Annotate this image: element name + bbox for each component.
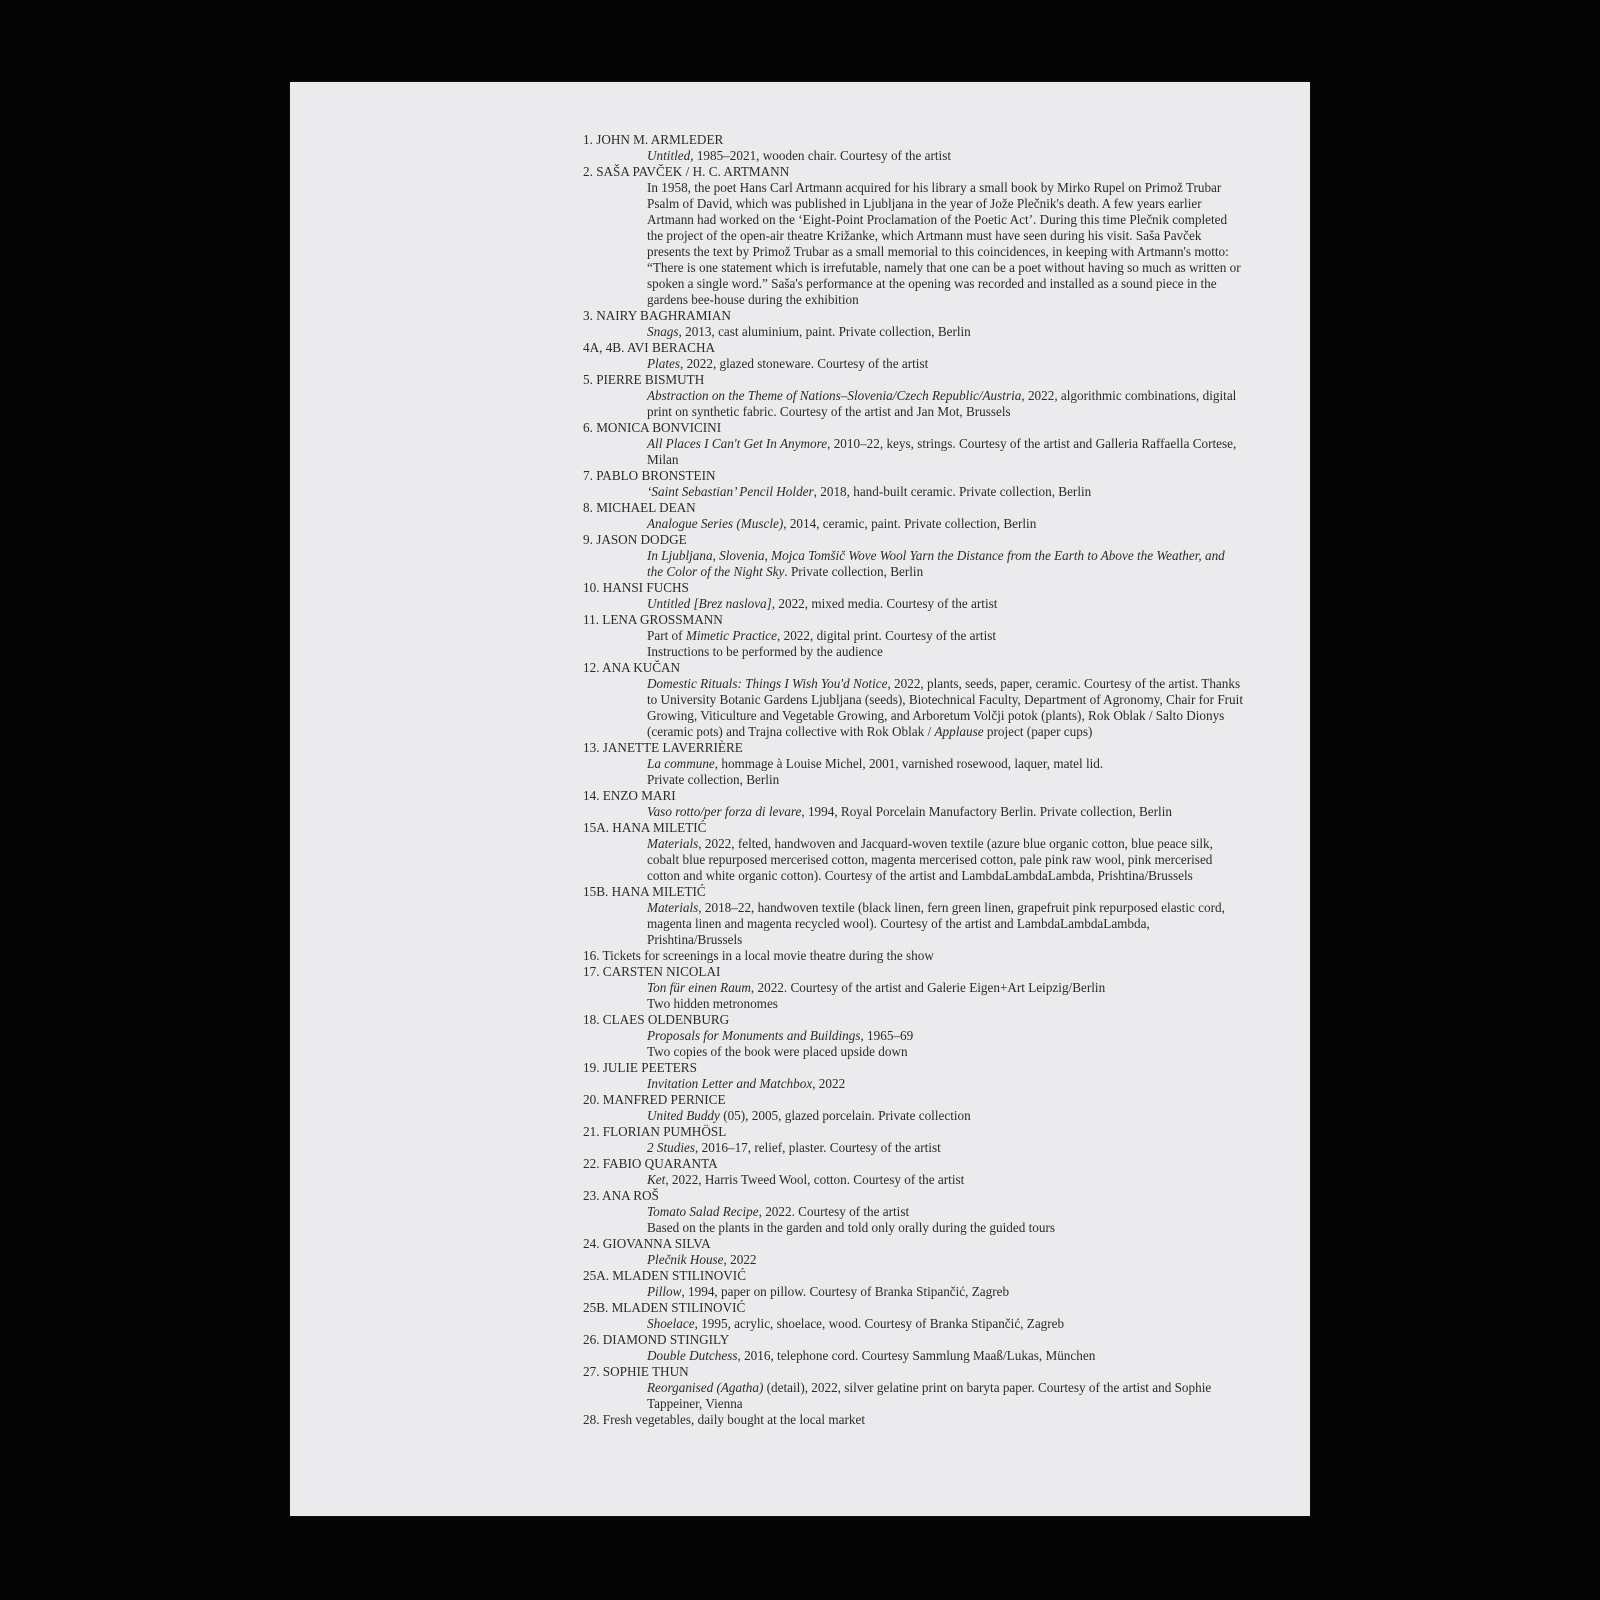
detail-text: , 2016–17, relief, plaster. Courtesy of the artist [695,1140,941,1155]
entry-detail-line [647,1028,1243,1044]
list-item [583,340,1243,372]
detail-text: , 2013, cast aluminium, paint. Private collection, Berlin [678,324,971,339]
entry-details [583,628,1243,660]
list-item [583,1012,1243,1060]
entry-heading: 6. MONICA BONVICINI [583,420,722,435]
detail-text: (05), 2005, glazed porcelain. Private collection [719,1108,971,1123]
entry-detail-line [647,596,1243,612]
list-item [583,1364,1243,1412]
entry-heading: 3. NAIRY BAGHRAMIAN [583,308,731,323]
detail-text: , 1995, acrylic, shoelace, wood. Courtesy of Branka Stipančić, Zagreb [694,1316,1065,1331]
artwork-title: All Places I Can't Get In Anymore [647,436,828,451]
detail-text: , 2022. Courtesy of the artist and Galerie Eigen+Art Leipzig/Berlin [750,980,1106,995]
list-item [583,1124,1243,1156]
entry-detail-line [647,980,1243,996]
entry-details [583,1348,1243,1364]
detail-text: , 2022, plants, seeds, paper, ceramic. Courtesy of the artist. Thanks to University Botanic Gardens Ljubljana (seeds), Biotechnical Faculty, Department of Agronomy, Chair for Fruit Growing, Viticulture and Vegetable Growing, and Arboretum Volčji potok (plants), Rok Oblak / Salto Dionys (ceramic pots) and Trajna collective with Rok Oblak / [647,676,1243,739]
entry-detail-line [647,1252,1243,1268]
list-item [583,1156,1243,1188]
artwork-title: Domestic Rituals: Things I Wish You'd Notice [647,676,888,691]
detail-text: , 2022, digital print. Courtesy of the artist [777,628,997,643]
entry-details [583,836,1243,884]
detail-text: , 1985–2021, wooden chair. Courtesy of the artist [690,148,952,163]
artwork-title: Snags [647,324,679,339]
list-item [583,612,1243,660]
detail-text: Two hidden metronomes [647,996,778,1011]
artwork-title: Proposals for Monuments and Buildings [647,1028,861,1043]
paper-sheet [290,82,1310,1516]
artwork-title: Tomato Salad Recipe [647,1204,759,1219]
entry-details [583,676,1243,740]
list-item [583,948,1243,964]
entry-detail-line [647,1204,1243,1220]
entry-detail-line [647,180,1243,308]
detail-text: , hommage à Louise Michel, 2001, varnished rosewood, laquer, matel lid. [714,756,1104,771]
entry-detail-line [647,484,1243,500]
list-item [583,740,1243,788]
entry-detail-line [647,356,1243,372]
entry-heading: 17. CARSTEN NICOLAI [583,964,721,979]
entry-details [583,1252,1243,1268]
list-item [583,788,1243,820]
entry-heading: 26. DIAMOND STINGILY [583,1332,730,1347]
artwork-title: Materials [647,836,699,851]
artwork-title: ‘Saint Sebastian’ Pencil Holder [647,484,814,499]
entry-details [583,900,1243,948]
artwork-title: 2 Studies [647,1140,695,1155]
detail-text: , 2022, felted, handwoven and Jacquard-woven textile (azure blue organic cotton, blue peace silk, cobalt blue repurposed mercerised cotton, magenta mercerised cotton, pale pink raw wool, pink mercerised cotton and white organic cotton). Courtesy of the artist and LambdaLambdaLambda, Prishtina/Brussels [647,836,1213,883]
detail-text: , 2022, Harris Tweed Wool, cotton. Courtesy of the artist [665,1172,965,1187]
entry-detail-line [647,772,1243,788]
entry-details [583,324,1243,340]
entry-details [583,484,1243,500]
list-item [583,1092,1243,1124]
entry-details [583,516,1243,532]
entry-detail-line [647,388,1243,420]
detail-text: , 2022, algorithmic combinations, digital print on synthetic fabric. Courtesy of the artist and Jan Mot, Brussels [647,388,1237,419]
entry-heading: 20. MANFRED PERNICE [583,1092,726,1107]
artwork-title: Materials [647,900,699,915]
entry-detail-line [647,644,1243,660]
list-item [583,308,1243,340]
entry-detail-line [647,1316,1243,1332]
list-item [583,1300,1243,1332]
entry-details [583,804,1243,820]
entry-detail-line [647,1348,1243,1364]
entry-heading: 25A. MLADEN STILINOVIĆ [583,1268,746,1283]
entry-details [583,1028,1243,1060]
detail-text: Two copies of the book were placed upside down [647,1044,908,1059]
entry-detail-line [647,516,1243,532]
detail-text: , 2022. Courtesy of the artist [758,1204,910,1219]
artwork-title: United Buddy [647,1108,720,1123]
entry-detail-line [647,1172,1243,1188]
list-item [583,1268,1243,1300]
entry-details [583,1140,1243,1156]
detail-text: , 1994, paper on pillow. Courtesy of Branka Stipančić, Zagreb [681,1284,1010,1299]
entry-details [583,548,1243,580]
detail-text: . Private collection, Berlin [784,564,924,579]
entry-details [583,1380,1243,1412]
entry-detail-line [647,1284,1243,1300]
entry-details [583,1204,1243,1236]
entry-heading: 22. FABIO QUARANTA [583,1156,718,1171]
entry-heading: 12. ANA KUČAN [583,660,681,675]
artwork-title: Plates [647,356,680,371]
list-item [583,1332,1243,1364]
list-item [583,532,1243,580]
entry-detail-line [647,436,1243,468]
detail-text: , 2022, glazed stoneware. Courtesy of the artist [679,356,929,371]
artwork-title: Ton für einen Raum [647,980,751,995]
entry-heading: 28. Fresh vegetables, daily bought at the local market [583,1412,865,1427]
entry-details [583,1172,1243,1188]
entry-heading: 9. JASON DODGE [583,532,687,547]
entry-details [583,180,1243,308]
entry-heading: 19. JULIE PEETERS [583,1060,697,1075]
list-item [583,1188,1243,1236]
artwork-title: Applause [934,724,984,739]
artwork-title: Shoelace [647,1316,695,1331]
entry-heading: 25B. MLADEN STILINOVIĆ [583,1300,746,1315]
artwork-title: Untitled [647,148,691,163]
entry-details [583,980,1243,1012]
entry-details [583,148,1243,164]
entry-details [583,1316,1243,1332]
entry-heading: 23. ANA ROŠ [583,1188,659,1203]
artwork-title: Double Dutchess [647,1348,738,1363]
entry-heading: 24. GIOVANNA SILVA [583,1236,711,1251]
artwork-title: Pillow [647,1284,682,1299]
detail-text: , 2022, mixed media. Courtesy of the artist [771,596,998,611]
entry-detail-line [647,1044,1243,1060]
detail-text: project (paper cups) [983,724,1093,739]
entry-details [583,436,1243,468]
list-item [583,372,1243,420]
entry-detail-line [647,548,1243,580]
detail-text: , 2022 [723,1252,757,1267]
list-item [583,132,1243,164]
entry-heading: 21. FLORIAN PUMHÖSL [583,1124,727,1139]
entry-heading: 14. ENZO MARI [583,788,676,803]
list-item [583,164,1243,308]
artwork-list [583,132,1243,1428]
detail-text: Instructions to be performed by the audience [647,644,883,659]
entry-detail-line [647,628,1243,644]
artwork-title: Reorganised (Agatha) [647,1380,764,1395]
entry-heading: 11. LENA GROSSMANN [583,612,723,627]
artwork-title: Invitation Letter and Matchbox [647,1076,813,1091]
entry-heading: 15B. HANA MILETIĆ [583,884,706,899]
detail-text: , 2010–22, keys, strings. Courtesy of the artist and Galleria Raffaella Cortese, Milan [647,436,1237,467]
entry-details [583,756,1243,788]
artwork-title: Ket [647,1172,666,1187]
artwork-title: Mimetic Practice [685,628,778,643]
entry-heading: 5. PIERRE BISMUTH [583,372,705,387]
list-item [583,820,1243,884]
list-item [583,1236,1243,1268]
list-item [583,500,1243,532]
detail-text: , 2022 [812,1076,846,1091]
detail-text: , 2016, telephone cord. Courtesy Sammlung Maaß/Lukas, München [737,1348,1096,1363]
entry-details [583,596,1243,612]
detail-text: (detail), 2022, silver gelatine print on baryta paper. Courtesy of the artist and Sophie Tappeiner, Vienna [647,1380,1212,1411]
detail-text: Based on the plants in the garden and told only orally during the guided tours [647,1220,1056,1235]
artwork-title: Abstraction on the Theme of Nations–Slovenia/Czech Republic/Austria [647,388,1022,403]
entry-heading: 13. JANETTE LAVERRIÈRE [583,740,743,755]
entry-heading: 7. PABLO BRONSTEIN [583,468,716,483]
entry-heading: 10. HANSI FUCHS [583,580,689,595]
entry-detail-line [647,756,1243,772]
list-item [583,660,1243,740]
detail-text: , 1965–69 [860,1028,914,1043]
detail-prefix: Part of [647,628,686,643]
entry-detail-line [647,676,1243,740]
detail-text: , 2014, ceramic, paint. Private collection, Berlin [783,516,1037,531]
entry-detail-line [647,1076,1243,1092]
entry-heading: 16. Tickets for screenings in a local movie theatre during the show [583,948,934,963]
artwork-title: Analogue Series (Muscle) [647,516,784,531]
detail-text: , 1994, Royal Porcelain Manufactory Berlin. Private collection, Berlin [801,804,1172,819]
artwork-title: Plečnik House [647,1252,724,1267]
entry-detail-line [647,1108,1243,1124]
entry-heading: 2. SAŠA PAVČEK / H. C. ARTMANN [583,164,790,179]
entry-details [583,1076,1243,1092]
entry-heading: 1. JOHN M. ARMLEDER [583,132,724,147]
entry-heading: 8. MICHAEL DEAN [583,500,696,515]
list-item [583,964,1243,1012]
entry-detail-line [647,900,1243,948]
entry-details [583,388,1243,420]
artwork-title: Untitled [Brez naslova] [647,596,772,611]
detail-text: , 2018, hand-built ceramic. Private collection, Berlin [813,484,1092,499]
list-item [583,1060,1243,1092]
list-item [583,420,1243,468]
artwork-title: In Ljubljana, Slovenia, Mojca Tomšič Wove Wool Yarn the Distance from the Earth to Above the Weather, and the Color of the Night Sky [647,548,1225,579]
list-item [583,580,1243,612]
detail-text: In 1958, the poet Hans Carl Artmann acquired for his library a small book by Mirko Rupel on Primož Trubar Psalm of David, which was published in Ljubljana in the year of Jože Plečnik's death. A few years earlier Artmann had worked on the ‘Eight-Point Proclamation of the Poetic Act’. During this time Plečnik completed the project of the open-air theatre Križanke, which Artmann must have seen during his visit. Saša Pavček presents the text by Primož Trubar as a small memorial to this coincidences, in keeping with Artmann's motto: “There is one statement which is irrefutable, namely that one can be a poet without having so much as written or spoken a single word.” Saša's performance at the opening was recorded and installed as a sound piece in the gardens bee-house during the exhibition [647,180,1241,307]
entry-heading: 4A, 4B. AVI BERACHA [583,340,716,355]
artwork-title: La commune [647,756,715,771]
entry-detail-line [647,1220,1243,1236]
entry-detail-line [647,1140,1243,1156]
list-item [583,1412,1243,1428]
entry-heading: 15A. HANA MILETIĆ [583,820,707,835]
entry-detail-line [647,836,1243,884]
list-item [583,884,1243,948]
artwork-title: Vaso rotto/per forza di levare [647,804,802,819]
entry-details [583,1108,1243,1124]
entry-detail-line [647,324,1243,340]
detail-text: Private collection, Berlin [647,772,780,787]
detail-text: , 2018–22, handwoven textile (black linen, fern green linen, grapefruit pink repurposed elastic cord, magenta linen and magenta recycled wool). Courtesy of the artist and LambdaLambdaLambda, Prishtina/Brussels [647,900,1225,947]
list-item [583,468,1243,500]
entry-heading: 18. CLAES OLDENBURG [583,1012,730,1027]
entry-detail-line [647,804,1243,820]
entry-details [583,1284,1243,1300]
entry-detail-line [647,1380,1243,1412]
entry-detail-line [647,148,1243,164]
entry-heading: 27. SOPHIE THUN [583,1364,689,1379]
entry-details [583,356,1243,372]
entry-detail-line [647,996,1243,1012]
